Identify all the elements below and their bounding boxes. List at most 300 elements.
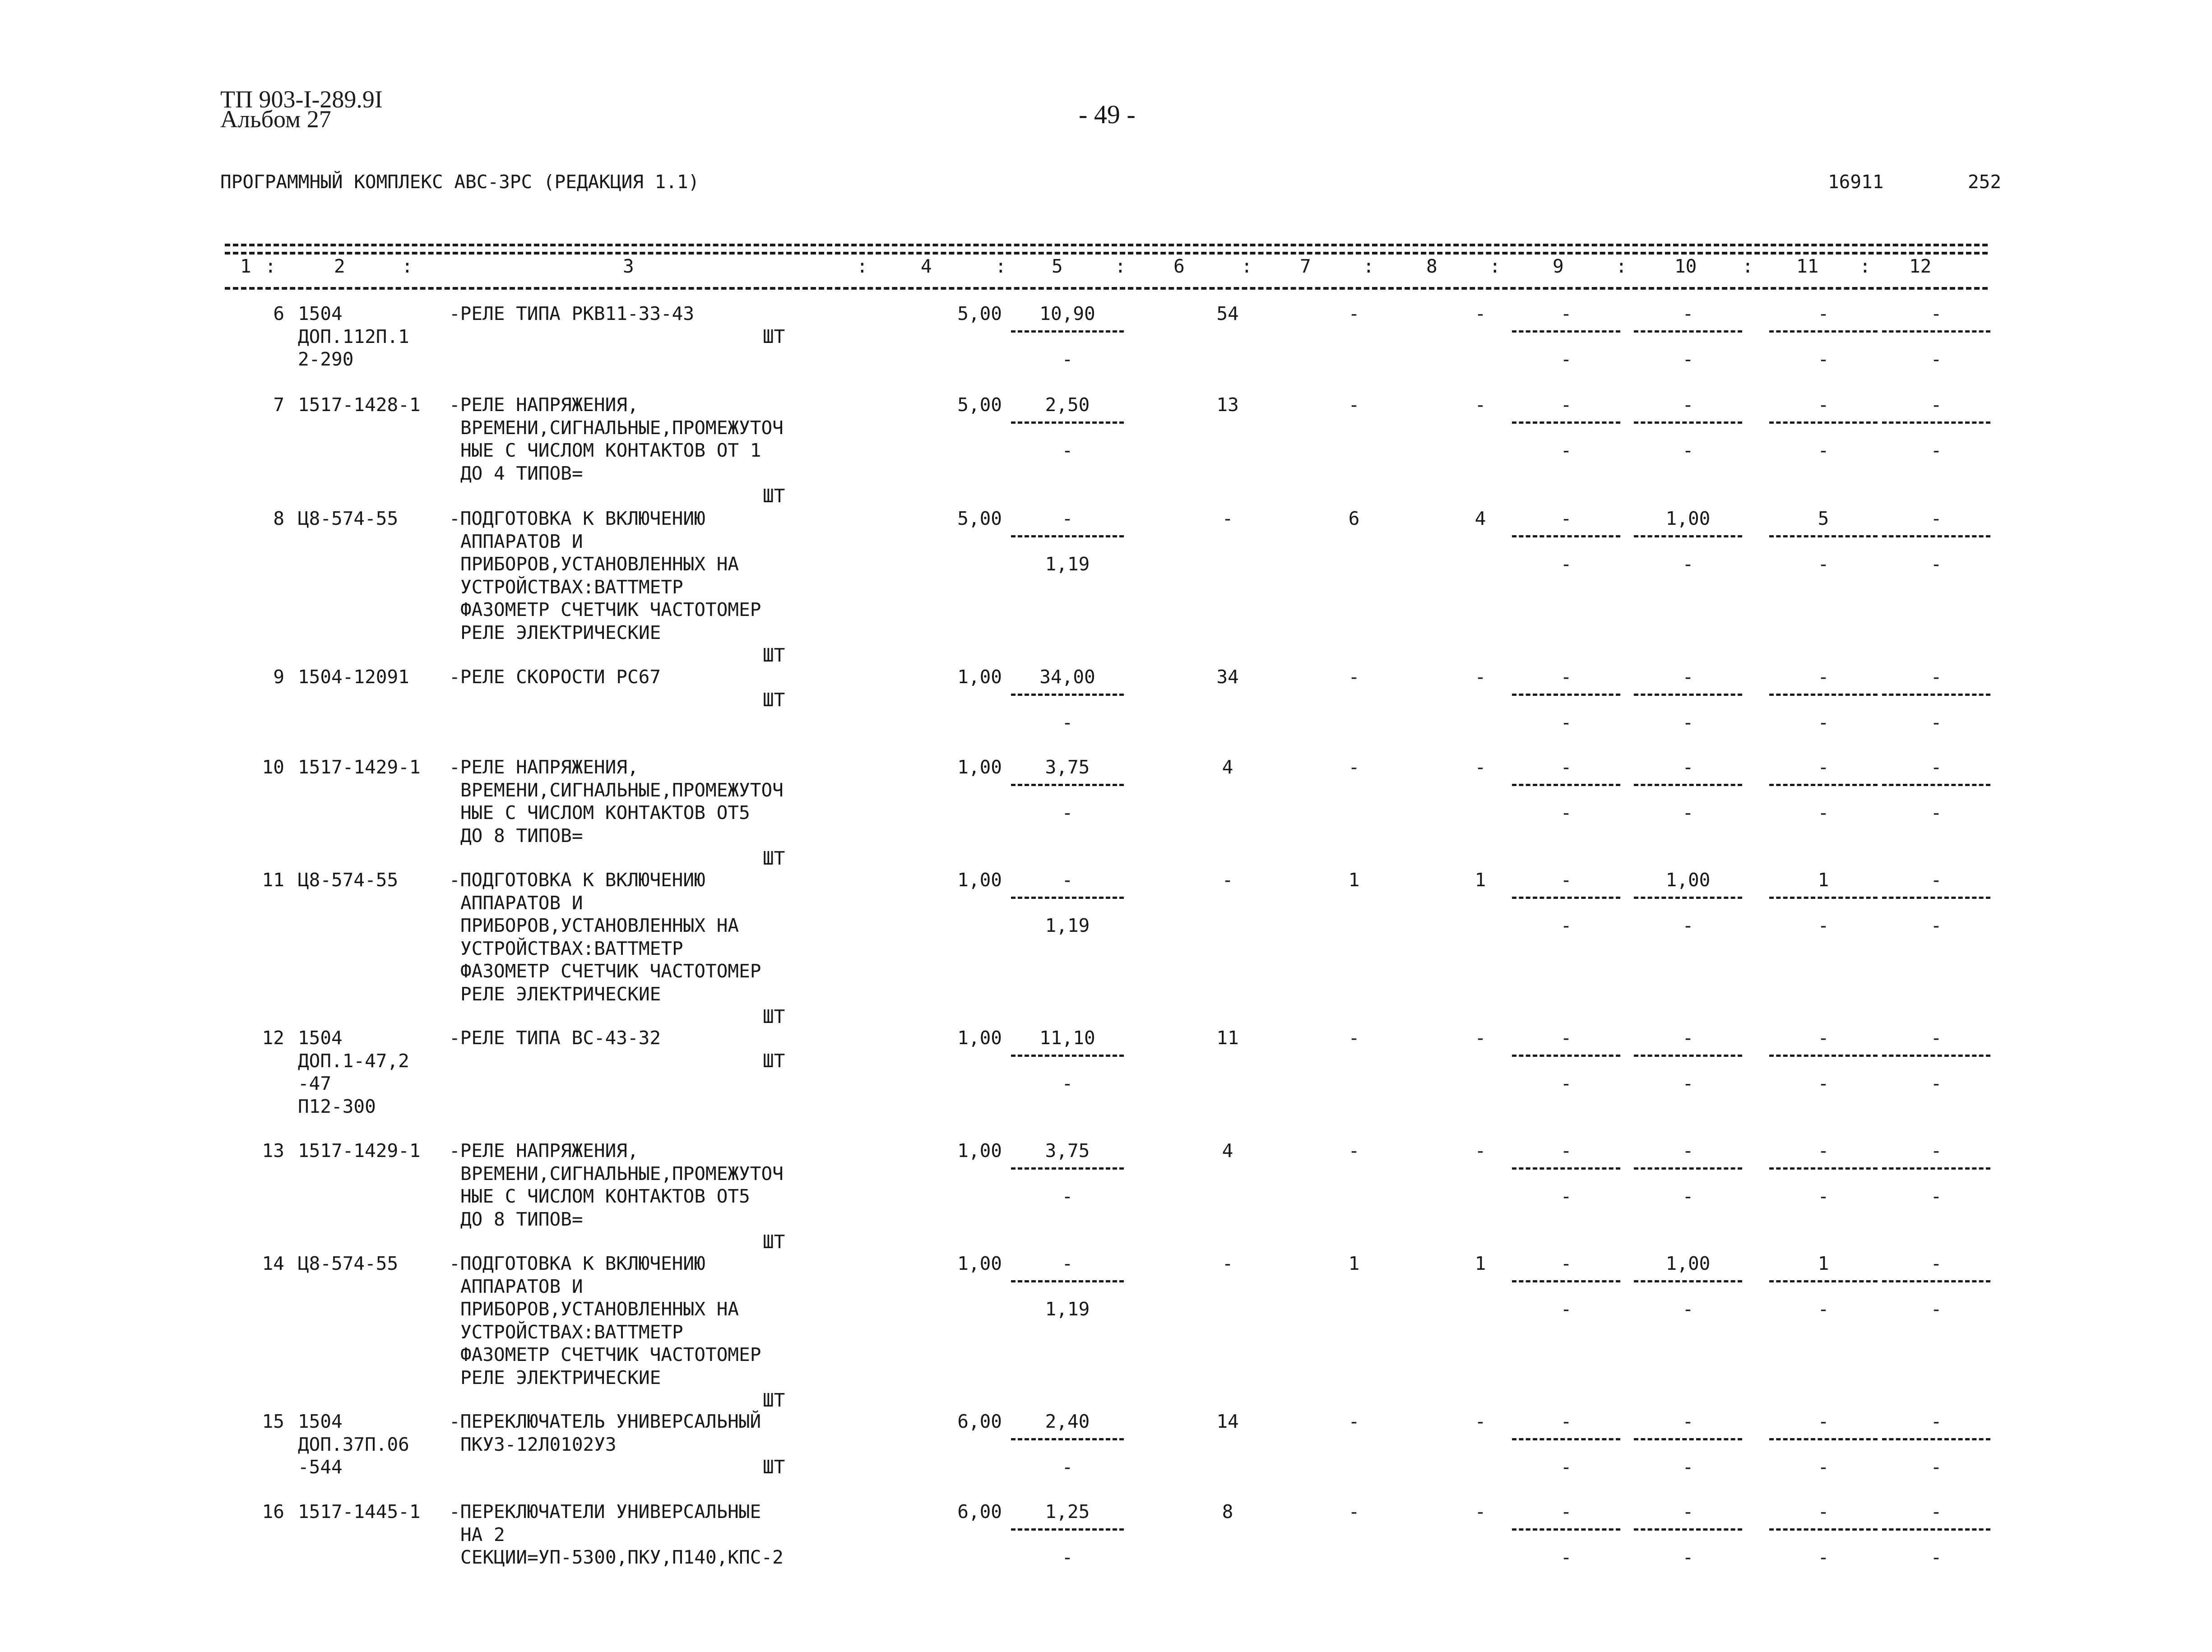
row-code: 2-290 — [298, 348, 354, 370]
cell-col11-lower: - — [1818, 348, 1829, 370]
sheet-code-right: 252 — [1968, 171, 2002, 193]
cell-col5-divider — [1011, 421, 1124, 424]
cell-col6: 34 — [1216, 666, 1239, 688]
doc-code-right: 16911 — [1828, 171, 1884, 193]
column-header-7: 7 — [1300, 255, 1311, 277]
cell-col12-divider — [1882, 1528, 1990, 1531]
table-top-rule-2 — [225, 252, 1988, 255]
cell-col12-lower: - — [1930, 712, 1942, 733]
row-number: 12 — [262, 1027, 284, 1049]
cell-col7: - — [1348, 1140, 1360, 1161]
cell-col10: - — [1682, 1027, 1694, 1049]
row-code: 1504 — [298, 1027, 343, 1049]
cell-col5: 11,10 — [1039, 1027, 1095, 1049]
cell-col11-lower: - — [1818, 440, 1829, 461]
row-code: -47 — [298, 1073, 332, 1094]
cell-col4: 5,00 — [957, 508, 1002, 529]
cell-col12-divider — [1882, 694, 1990, 696]
cell-col5: 3,75 — [1045, 1140, 1090, 1161]
cell-col9-lower: - — [1560, 1546, 1572, 1568]
row-code: Ц8-574-55 — [298, 508, 399, 529]
cell-col9-lower: - — [1560, 1073, 1572, 1094]
row-code: 1517-1445-1 — [298, 1501, 421, 1522]
row-code: П12-300 — [298, 1095, 376, 1117]
row-unit: ШТ — [763, 1006, 785, 1027]
column-header-8: 8 — [1426, 255, 1438, 277]
cell-col7: - — [1348, 303, 1360, 324]
row-unit: ШТ — [763, 689, 785, 711]
cell-col9-lower: - — [1560, 712, 1572, 733]
cell-col11-divider — [1769, 1280, 1878, 1282]
cell-col12-divider — [1882, 1280, 1990, 1282]
row-description: ВРЕМЕНИ,СИГНАЛЬНЫЕ,ПРОМЕЖУТОЧ — [460, 416, 784, 439]
cell-col4: 1,00 — [957, 1027, 1002, 1049]
cell-col6: - — [1222, 508, 1234, 529]
cell-col11-lower: - — [1818, 553, 1829, 575]
cell-col10: 1,00 — [1665, 1253, 1711, 1274]
cell-col4: 1,00 — [957, 666, 1002, 688]
cell-col12-divider — [1882, 897, 1990, 899]
cell-col9-divider — [1512, 1055, 1620, 1057]
cell-col9: - — [1560, 869, 1572, 891]
row-number: 15 — [262, 1411, 284, 1432]
cell-col6: 8 — [1222, 1501, 1234, 1522]
cell-col6: 13 — [1216, 394, 1239, 416]
column-header-11: 11 — [1796, 255, 1819, 277]
row-unit: ШТ — [763, 644, 785, 666]
cell-col6: 4 — [1222, 1140, 1234, 1161]
cell-col11: - — [1818, 1140, 1829, 1161]
row-code: 1504 — [298, 1411, 343, 1432]
cell-col12-lower: - — [1930, 1456, 1942, 1478]
cell-col9: - — [1560, 1411, 1572, 1432]
cell-col5-divider — [1011, 1280, 1124, 1282]
page-number: - 49 - — [1079, 100, 1136, 129]
cell-col12: - — [1930, 869, 1942, 891]
row-description: ПРИБОРОВ,УСТАНОВЛЕННЫХ НА — [460, 915, 739, 936]
cell-col12: - — [1930, 666, 1942, 688]
row-description: -РЕЛЕ ТИПА ВС-43-32 — [449, 1027, 661, 1049]
cell-col10-lower: - — [1682, 915, 1694, 936]
cell-col12: - — [1930, 756, 1942, 778]
cell-col9-divider — [1512, 784, 1620, 786]
cell-col9-lower: - — [1560, 348, 1572, 370]
row-description: УСТРОЙСТВАХ:ВАТТМЕТР — [460, 576, 683, 598]
cell-col9-divider — [1512, 1528, 1620, 1531]
row-number: 16 — [262, 1501, 284, 1522]
row-description: СЕКЦИИ=УП-5300,ПКУ,П140,КПС-2 — [460, 1546, 784, 1568]
column-header-9: 9 — [1553, 255, 1564, 277]
cell-col5-lower: 1,19 — [1045, 553, 1090, 575]
cell-col11: - — [1818, 666, 1829, 688]
cell-col12: - — [1930, 1027, 1942, 1049]
row-description: -РЕЛЕ НАПРЯЖЕНИЯ, — [449, 756, 639, 778]
row-description: РЕЛЕ ЭЛЕКТРИЧЕСКИЕ — [460, 1366, 661, 1388]
column-separator: : — [1241, 255, 1252, 277]
cell-col10: - — [1682, 666, 1694, 688]
cell-col11: - — [1818, 303, 1829, 324]
cell-col7: - — [1348, 756, 1360, 778]
column-header-5: 5 — [1052, 255, 1063, 277]
cell-col4: 6,00 — [957, 1411, 1002, 1432]
cell-col11: - — [1818, 1027, 1829, 1049]
cell-col6: 11 — [1216, 1027, 1239, 1049]
cell-col7: - — [1348, 666, 1360, 688]
row-description: НА 2 — [460, 1523, 505, 1546]
row-description: ВРЕМЕНИ,СИГНАЛЬНЫЕ,ПРОМЕЖУТОЧ — [460, 779, 784, 801]
row-description: УСТРОЙСТВАХ:ВАТТМЕТР — [460, 1321, 683, 1343]
row-description: НЫЕ С ЧИСЛОМ КОНТАКТОВ ОТ5 — [460, 1185, 750, 1207]
cell-col12-lower: - — [1930, 1073, 1942, 1094]
cell-col9: - — [1560, 508, 1572, 529]
cell-col9-divider — [1512, 330, 1620, 333]
cell-col8: - — [1475, 303, 1486, 324]
cell-col12-lower: - — [1930, 553, 1942, 575]
row-unit: ШТ — [763, 1050, 785, 1072]
cell-col9: - — [1560, 666, 1572, 688]
cell-col4: 5,00 — [957, 394, 1002, 416]
cell-col9: - — [1560, 1140, 1572, 1161]
cell-col12-lower: - — [1930, 915, 1942, 936]
cell-col4: 5,00 — [957, 303, 1002, 324]
cell-col10: - — [1682, 1411, 1694, 1432]
cell-col8: 1 — [1475, 1253, 1486, 1274]
row-number: 7 — [273, 394, 284, 416]
cell-col7: - — [1348, 1027, 1360, 1049]
cell-col11: 5 — [1818, 508, 1829, 529]
cell-col5-lower: - — [1062, 1456, 1073, 1478]
row-description: -РЕЛЕ НАПРЯЖЕНИЯ, — [449, 1140, 639, 1161]
cell-col5-lower: - — [1062, 1073, 1073, 1094]
row-description: УСТРОЙСТВАХ:ВАТТМЕТР — [460, 937, 683, 959]
cell-col9-lower: - — [1560, 440, 1572, 461]
column-header-10: 10 — [1674, 255, 1697, 277]
cell-col5: 1,25 — [1045, 1501, 1090, 1522]
program-title: ПРОГРАММНЫЙ КОМПЛЕКС АВС-3РС (РЕДАКЦИЯ 1.1) — [220, 171, 700, 193]
cell-col9: - — [1560, 1501, 1572, 1522]
doc-code: ТП 903-I-289.9I — [220, 86, 383, 113]
cell-col12: - — [1930, 303, 1942, 324]
cell-col9-divider — [1512, 1438, 1620, 1440]
row-code: 1517-1429-1 — [298, 756, 421, 778]
column-separator: : — [995, 255, 1006, 277]
cell-col7: 1 — [1348, 1253, 1360, 1274]
row-code: Ц8-574-55 — [298, 1253, 399, 1274]
row-code: 1517-1428-1 — [298, 394, 421, 416]
cell-col5: - — [1062, 508, 1073, 529]
cell-col12-divider — [1882, 1055, 1990, 1057]
cell-col5: 10,90 — [1039, 303, 1095, 324]
cell-col11-lower: - — [1818, 1456, 1829, 1478]
cell-col10: - — [1682, 394, 1694, 416]
cell-col10: - — [1682, 1140, 1694, 1161]
cell-col12-divider — [1882, 535, 1990, 537]
cell-col12-divider — [1882, 1438, 1990, 1440]
cell-col8: - — [1475, 394, 1486, 416]
cell-col12: - — [1930, 1253, 1942, 1274]
cell-col12-lower: - — [1930, 440, 1942, 461]
row-description: ДО 8 ТИПОВ= — [460, 824, 583, 847]
column-separator: : — [1363, 255, 1374, 277]
cell-col11-divider — [1769, 1055, 1878, 1057]
cell-col5-divider — [1011, 330, 1124, 333]
cell-col6: - — [1222, 869, 1234, 891]
cell-col6: 14 — [1216, 1411, 1239, 1432]
row-code: 1517-1429-1 — [298, 1140, 421, 1161]
cell-col12-divider — [1882, 784, 1990, 786]
cell-col5-lower: - — [1062, 1185, 1073, 1207]
column-header-1: 1 — [240, 255, 251, 277]
cell-col10: 1,00 — [1665, 869, 1711, 891]
column-separator: : — [265, 255, 276, 277]
row-description: -РЕЛЕ НАПРЯЖЕНИЯ, — [449, 394, 639, 416]
cell-col6: - — [1222, 1253, 1234, 1274]
cell-col11-divider — [1769, 784, 1878, 786]
cell-col10-lower: - — [1682, 553, 1694, 575]
cell-col10-divider — [1634, 1280, 1742, 1282]
row-unit: ШТ — [763, 847, 785, 869]
row-unit: ШТ — [763, 1456, 785, 1478]
table-top-rule — [225, 244, 1988, 246]
cell-col4: 6,00 — [957, 1501, 1002, 1522]
cell-col7: 6 — [1348, 508, 1360, 529]
row-description: -РЕЛЕ СКОРОСТИ РС67 — [449, 666, 661, 688]
cell-col11-divider — [1769, 1167, 1878, 1170]
cell-col11-lower: - — [1818, 1546, 1829, 1568]
cell-col5-lower: - — [1062, 802, 1073, 824]
row-description: ПРИБОРОВ,УСТАНОВЛЕННЫХ НА — [460, 1298, 739, 1320]
cell-col4: 1,00 — [957, 1140, 1002, 1161]
row-description: АППАРАТОВ И — [460, 530, 583, 552]
cell-col8: 1 — [1475, 869, 1486, 891]
cell-col4: 1,00 — [957, 869, 1002, 891]
row-code: -544 — [298, 1456, 343, 1478]
row-number: 9 — [273, 666, 284, 688]
cell-col8: 4 — [1475, 508, 1486, 529]
row-unit: ШТ — [763, 325, 785, 347]
cell-col5-lower: - — [1062, 440, 1073, 461]
cell-col5: - — [1062, 1253, 1073, 1274]
row-description: РЕЛЕ ЭЛЕКТРИЧЕСКИЕ — [460, 983, 661, 1005]
cell-col11-divider — [1769, 694, 1878, 696]
row-description: АППАРАТОВ И — [460, 892, 583, 914]
cell-col8: - — [1475, 1411, 1486, 1432]
cell-col11-divider — [1769, 330, 1878, 333]
cell-col9-divider — [1512, 1167, 1620, 1170]
row-description: -ПЕРЕКЛЮЧАТЕЛЬ УНИВЕРСАЛЬНЫЙ — [449, 1411, 761, 1432]
cell-col8: - — [1475, 666, 1486, 688]
cell-col11-divider — [1769, 897, 1878, 899]
row-number: 8 — [273, 508, 284, 529]
cell-col10-divider — [1634, 784, 1742, 786]
cell-col12: - — [1930, 1501, 1942, 1522]
cell-col9: - — [1560, 1253, 1572, 1274]
cell-col11-lower: - — [1818, 915, 1829, 936]
cell-col10-lower: - — [1682, 348, 1694, 370]
row-code: Ц8-574-55 — [298, 869, 399, 891]
cell-col8: - — [1475, 1140, 1486, 1161]
column-separator: : — [402, 255, 413, 277]
cell-col8: - — [1475, 1027, 1486, 1049]
cell-col5-divider — [1011, 1167, 1124, 1170]
cell-col11: - — [1818, 1411, 1829, 1432]
cell-col10-lower: - — [1682, 1185, 1694, 1207]
cell-col10-divider — [1634, 1438, 1742, 1440]
cell-col5: - — [1062, 869, 1073, 891]
cell-col10-lower: - — [1682, 802, 1694, 824]
row-number: 13 — [262, 1140, 284, 1161]
cell-col5: 34,00 — [1039, 666, 1095, 688]
column-separator: : — [857, 255, 868, 277]
cell-col7: - — [1348, 394, 1360, 416]
row-number: 11 — [262, 869, 284, 891]
cell-col11-divider — [1769, 421, 1878, 424]
column-header-6: 6 — [1173, 255, 1185, 277]
cell-col4: 1,00 — [957, 756, 1002, 778]
cell-col12-lower: - — [1930, 1546, 1942, 1568]
cell-col6: 54 — [1216, 303, 1239, 324]
row-description: ДО 8 ТИПОВ= — [460, 1208, 583, 1230]
cell-col12-lower: - — [1930, 348, 1942, 370]
cell-col12-lower: - — [1930, 802, 1942, 824]
row-description: -РЕЛЕ ТИПА РКВ11-33-43 — [449, 303, 695, 324]
row-unit: ШТ — [763, 1389, 785, 1411]
cell-col11-lower: - — [1818, 802, 1829, 824]
row-code: 1504 — [298, 303, 343, 324]
row-code: 1504-12091 — [298, 666, 409, 688]
cell-col9-divider — [1512, 421, 1620, 424]
cell-col5-lower: - — [1062, 1546, 1073, 1568]
row-description: ПРИБОРОВ,УСТАНОВЛЕННЫХ НА — [460, 553, 739, 575]
cell-col9-divider — [1512, 694, 1620, 696]
cell-col9-lower: - — [1560, 915, 1572, 936]
cell-col10-divider — [1634, 694, 1742, 696]
column-separator: : — [1616, 255, 1627, 277]
cell-col5-divider — [1011, 1528, 1124, 1531]
cell-col9: - — [1560, 394, 1572, 416]
cell-col11: - — [1818, 394, 1829, 416]
row-description: ВРЕМЕНИ,СИГНАЛЬНЫЕ,ПРОМЕЖУТОЧ — [460, 1162, 784, 1185]
row-code: ДОП.112П.1 — [298, 325, 409, 347]
cell-col5: 2,50 — [1045, 394, 1090, 416]
cell-col11: 1 — [1818, 869, 1829, 891]
cell-col8: - — [1475, 1501, 1486, 1522]
row-description: -ПОДГОТОВКА К ВКЛЮЧЕНИЮ — [449, 869, 705, 891]
cell-col12-lower: - — [1930, 1185, 1942, 1207]
cell-col9-divider — [1512, 535, 1620, 537]
column-separator: : — [1860, 255, 1871, 277]
row-description: ФАЗОМЕТР СЧЕТЧИК ЧАСТОТОМЕР — [460, 960, 761, 982]
cell-col5: 2,40 — [1045, 1411, 1090, 1432]
cell-col10-lower: - — [1682, 440, 1694, 461]
cell-col10-divider — [1634, 897, 1742, 899]
cell-col10: 1,00 — [1665, 508, 1711, 529]
cell-col10-divider — [1634, 1528, 1742, 1531]
cell-col12: - — [1930, 1411, 1942, 1432]
cell-col5-lower: - — [1062, 348, 1073, 370]
cell-col5-divider — [1011, 694, 1124, 696]
cell-col8: - — [1475, 756, 1486, 778]
cell-col12: - — [1930, 508, 1942, 529]
column-separator: : — [1115, 255, 1126, 277]
row-description: НЫЕ С ЧИСЛОМ КОНТАКТОВ ОТ 1 — [460, 440, 761, 461]
cell-col9-lower: - — [1560, 1298, 1572, 1320]
row-description: ФАЗОМЕТР СЧЕТЧИК ЧАСТОТОМЕР — [460, 1344, 761, 1365]
cell-col10-lower: - — [1682, 1298, 1694, 1320]
cell-col11: - — [1818, 1501, 1829, 1522]
row-description: ФАЗОМЕТР СЧЕТЧИК ЧАСТОТОМЕР — [460, 599, 761, 620]
cell-col7: - — [1348, 1501, 1360, 1522]
cell-col10-divider — [1634, 1167, 1742, 1170]
cell-col10: - — [1682, 1501, 1694, 1522]
column-separator: : — [1742, 255, 1753, 277]
row-code: ДОП.1-47,2 — [298, 1050, 409, 1072]
cell-col4: 1,00 — [957, 1253, 1002, 1274]
cell-col12-divider — [1882, 421, 1990, 424]
album-label: Альбом 27 — [220, 106, 331, 133]
cell-col10: - — [1682, 756, 1694, 778]
cell-col6: 4 — [1222, 756, 1234, 778]
cell-col10-lower: - — [1682, 1456, 1694, 1478]
row-number: 6 — [273, 303, 284, 324]
cell-col12-lower: - — [1930, 1298, 1942, 1320]
cell-col11-lower: - — [1818, 712, 1829, 733]
cell-col10-divider — [1634, 1055, 1742, 1057]
cell-col5-lower: - — [1062, 712, 1073, 733]
row-description: РЕЛЕ ЭЛЕКТРИЧЕСКИЕ — [460, 621, 661, 643]
cell-col12-divider — [1882, 330, 1990, 333]
cell-col9-lower: - — [1560, 553, 1572, 575]
row-number: 10 — [262, 756, 284, 778]
cell-col12-divider — [1882, 1167, 1990, 1170]
row-description: -ПОДГОТОВКА К ВКЛЮЧЕНИЮ — [449, 508, 705, 529]
cell-col9-divider — [1512, 897, 1620, 899]
cell-col9-divider — [1512, 1280, 1620, 1282]
row-description: ПКУ3-12Л0102У3 — [460, 1433, 617, 1455]
cell-col5-lower: 1,19 — [1045, 915, 1090, 936]
row-number: 14 — [262, 1253, 284, 1274]
cell-col9-lower: - — [1560, 1456, 1572, 1478]
column-header-4: 4 — [921, 255, 932, 277]
cell-col10-divider — [1634, 421, 1742, 424]
cell-col11: - — [1818, 756, 1829, 778]
cell-col5-divider — [1011, 535, 1124, 537]
cell-col11-divider — [1769, 1438, 1878, 1440]
cell-col9: - — [1560, 756, 1572, 778]
column-separator: : — [1489, 255, 1501, 277]
cell-col11-lower: - — [1818, 1298, 1829, 1320]
cell-col5-divider — [1011, 1055, 1124, 1057]
cell-col5-divider — [1011, 1438, 1124, 1440]
cell-col5-divider — [1011, 897, 1124, 899]
row-description: АППАРАТОВ И — [460, 1275, 583, 1297]
cell-col5-lower: 1,19 — [1045, 1298, 1090, 1320]
cell-col7: - — [1348, 1411, 1360, 1432]
cell-col11-lower: - — [1818, 1073, 1829, 1094]
row-description: -ПЕРЕКЛЮЧАТЕЛИ УНИВЕРСАЛЬНЫЕ — [449, 1501, 761, 1522]
cell-col10: - — [1682, 303, 1694, 324]
cell-col5-divider — [1011, 784, 1124, 786]
column-header-2: 2 — [334, 255, 345, 277]
cell-col12: - — [1930, 394, 1942, 416]
cell-col9: - — [1560, 1027, 1572, 1049]
cell-col10-divider — [1634, 330, 1742, 333]
column-header-12: 12 — [1909, 255, 1932, 277]
cell-col10-divider — [1634, 535, 1742, 537]
row-description: -ПОДГОТОВКА К ВКЛЮЧЕНИЮ — [449, 1253, 705, 1274]
cell-col9: - — [1560, 303, 1572, 324]
row-description: НЫЕ С ЧИСЛОМ КОНТАКТОВ ОТ5 — [460, 802, 750, 824]
